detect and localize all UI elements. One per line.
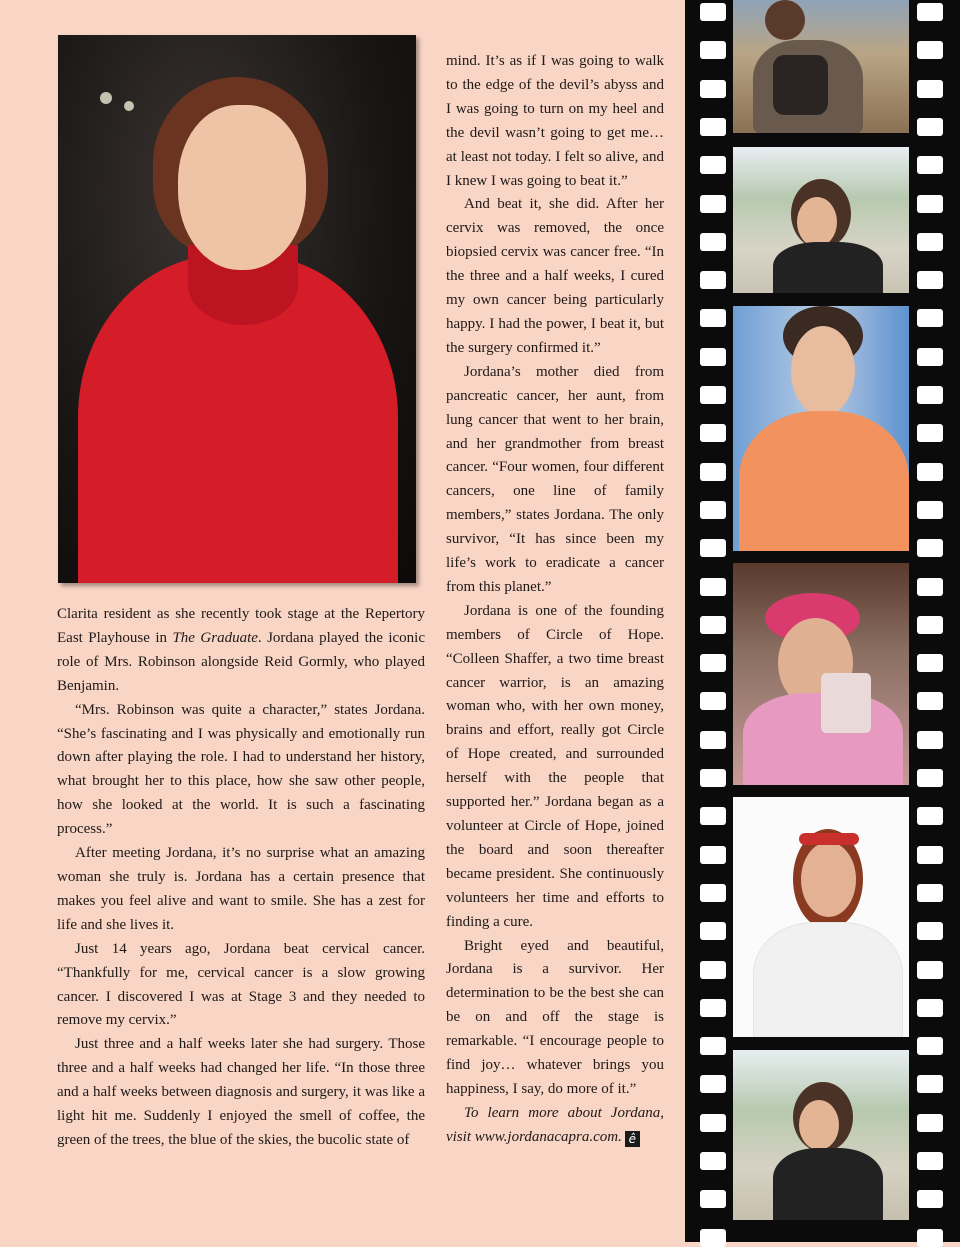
portrait-photo: [58, 35, 416, 583]
sprocket-hole: [700, 309, 726, 327]
sprocket-hole: [917, 1152, 943, 1170]
sprocket-hole: [700, 386, 726, 404]
sprocket-hole: [917, 884, 943, 902]
sprocket-hole: [917, 654, 943, 672]
sprocket-holes-right: [917, 0, 943, 1242]
film-frame-orange-hoodie: [733, 306, 909, 551]
sprocket-hole: [917, 463, 943, 481]
sprocket-hole: [700, 3, 726, 21]
sprocket-hole: [700, 41, 726, 59]
paragraph: After meeting Jordana, it’s no surprise what an amazing woman she truly is. Jordana has a certain presence that makes you feel alive and want to smile. She has a zest for life and she lives it.: [57, 845, 425, 933]
film-frame-laughing: [733, 797, 909, 1037]
sprocket-hole: [700, 922, 726, 940]
sprocket-hole: [917, 616, 943, 634]
film-frame-curlers: [733, 563, 909, 785]
paragraph: “Mrs. Robinson was quite a character,” states Jordana. “She’s fascinating and I was physically and emotionally run down after playing the role. I had to understand her history, what brought her to this place, how she saw other people, how she looked at the world. It is such a fascinating process.”: [57, 701, 425, 838]
paragraph: Just three and a half weeks later she had surgery. Those three and a half weeks had changed her life. “In those three and a half weeks between diagnosis and surgery, it was like a light hit me. Suddenly I enjoyed the smell of coffee, the green of the trees, the blue of the skies, the bucolic state of: [57, 1036, 425, 1148]
sprocket-hole: [917, 156, 943, 174]
end-mark-icon: ê: [625, 1131, 640, 1147]
sprocket-hole: [700, 195, 726, 213]
paragraph: Clarita resident as she recently took stage at the Repertory East Playhouse in The Graduate. Jordana played the iconic role of Mrs. Robinson alongside Reid Gormly, who played Benjamin.: [57, 606, 426, 694]
sprocket-hole: [917, 1229, 943, 1247]
paragraph: mind. It’s as if I was going to walk to the edge of the devil’s abyss and I was going to turn on my heel and the devil wasn’t going to get me… at least not today. I felt so alive, and I knew I was going to beat it.”: [446, 53, 664, 189]
sprocket-hole: [700, 424, 726, 442]
sprocket-hole: [700, 1152, 726, 1170]
article-column-1: [57, 603, 425, 1153]
sprocket-hole: [917, 731, 943, 749]
sprocket-hole: [700, 1075, 726, 1093]
face-shape: [178, 105, 306, 270]
paragraph: Just 14 years ago, Jordana beat cervical cancer. “Thankfully for me, cervical cancer is a slow growing cancer. I discovered I was at Stage 3 and they needed to remove my cervix.”: [57, 940, 425, 1029]
sprocket-hole: [917, 807, 943, 825]
sprocket-hole: [700, 961, 726, 979]
sprocket-hole: [917, 3, 943, 21]
film-frame-waving-2: [733, 1050, 909, 1220]
sprocket-hole: [917, 195, 943, 213]
sprocket-hole: [700, 348, 726, 366]
sprocket-hole: [917, 386, 943, 404]
article-column-2: [446, 50, 664, 1150]
sprocket-hole: [917, 118, 943, 136]
film-frame-waving: [733, 147, 909, 293]
sprocket-hole: [700, 807, 726, 825]
sprocket-hole: [700, 1037, 726, 1055]
sprocket-hole: [917, 578, 943, 596]
paragraph: Bright eyed and beautiful, Jordana is a survivor. Her determination to be the best she can be on and off the stage is remarkable. “I encourage people to find joy… whatever brings you happiness, I say, do more of it.”: [446, 937, 664, 1097]
sprocket-hole: [917, 309, 943, 327]
sprocket-hole: [917, 1075, 943, 1093]
sprocket-hole: [700, 80, 726, 98]
sprocket-hole: [700, 692, 726, 710]
sprocket-holes-left: [700, 0, 726, 1242]
sprocket-hole: [700, 501, 726, 519]
sprocket-hole: [917, 539, 943, 557]
sprocket-hole: [700, 271, 726, 289]
sprocket-hole: [700, 233, 726, 251]
sprocket-hole: [700, 616, 726, 634]
sprocket-hole: [917, 424, 943, 442]
sprocket-hole: [700, 731, 726, 749]
film-frame-mud-run: [733, 0, 909, 133]
film-strip: [685, 0, 960, 1242]
sprocket-hole: [700, 1190, 726, 1208]
sprocket-hole: [917, 501, 943, 519]
sprocket-hole: [917, 271, 943, 289]
paragraph: And beat it, she did. After her cervix was removed, the once biopsied cervix was cancer free. “In the three and a half weeks, I cured my own cancer being particularly happy. I had the power, I beat it, but the surgery confirmed it.”: [446, 196, 664, 356]
sprocket-hole: [917, 348, 943, 366]
sprocket-hole: [917, 1190, 943, 1208]
sprocket-hole: [700, 999, 726, 1017]
sprocket-hole: [700, 1114, 726, 1132]
sprocket-hole: [917, 41, 943, 59]
sprocket-hole: [700, 1229, 726, 1247]
sprocket-hole: [917, 80, 943, 98]
paragraph: Jordana’s mother died from pancreatic cancer, her aunt, from lung cancer that went to her brain, and her grandmother from breast cancer. “Four women, four different cancers, one line of family members,” states Jordana. The only survivor, “It has since been my life’s work to eradicate a cancer from this planet.”: [446, 363, 664, 595]
sprocket-hole: [700, 118, 726, 136]
sprocket-hole: [700, 156, 726, 174]
sprocket-hole: [700, 578, 726, 596]
sprocket-hole: [917, 769, 943, 787]
sprocket-hole: [917, 961, 943, 979]
sprocket-hole: [700, 769, 726, 787]
sprocket-hole: [700, 846, 726, 864]
sprocket-hole: [700, 539, 726, 557]
cta-text: To learn more about Jordana, visit www.jordanacapra.com.: [446, 1104, 664, 1145]
sprocket-hole: [700, 884, 726, 902]
bokeh-light: [100, 92, 112, 104]
sprocket-hole: [700, 654, 726, 672]
call-to-action: [446, 1102, 664, 1150]
sprocket-hole: [917, 999, 943, 1017]
sprocket-hole: [917, 692, 943, 710]
sprocket-hole: [917, 846, 943, 864]
sprocket-hole: [700, 463, 726, 481]
paragraph: Jordana is one of the founding members of Circle of Hope. “Colleen Shaffer, a two time breast cancer warrior, is an amazing woman who, with her own money, brains and effort, really got Circle of Hope created, and surrounded herself with the people that supported her.” Jordana began as a volunteer at Circle of Hope, joined the board and soon thereafter became president. She continuously volunteers her time and efforts to finding a cure.: [446, 602, 664, 930]
bokeh-light: [124, 101, 134, 111]
sprocket-hole: [917, 922, 943, 940]
sprocket-hole: [917, 1037, 943, 1055]
sprocket-hole: [917, 1114, 943, 1132]
sprocket-hole: [917, 233, 943, 251]
